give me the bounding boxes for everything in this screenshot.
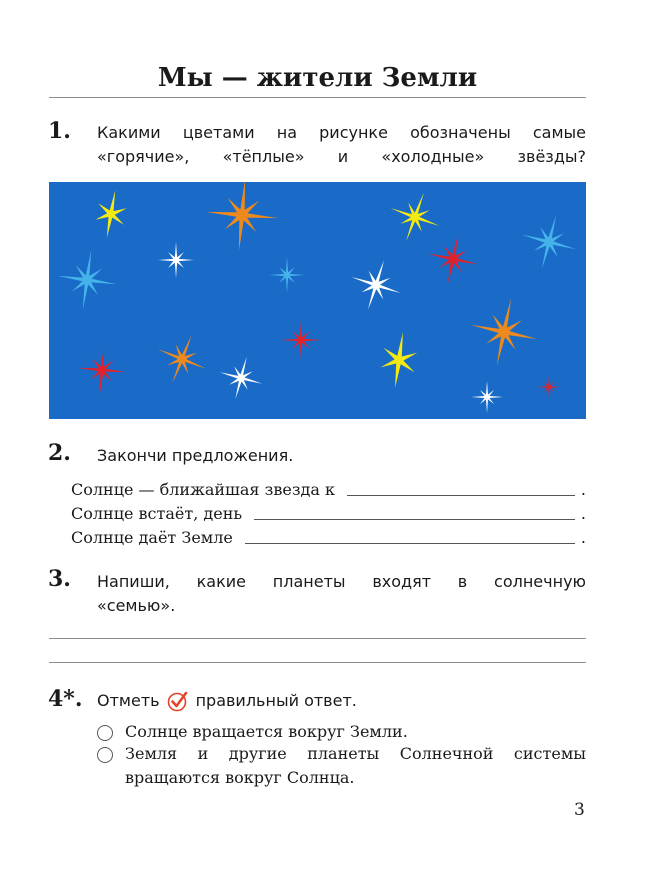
radio-circle-1[interactable] bbox=[97, 725, 113, 741]
sentence-3-period: . bbox=[580, 528, 586, 547]
option-2-line-2: вращаются вокруг Солнца. bbox=[125, 768, 355, 787]
question-2-number: 2. bbox=[48, 440, 71, 466]
sentence-3-text: Солнце даёт Земле bbox=[71, 528, 233, 547]
night-sky-background bbox=[49, 182, 586, 419]
question-4-prompt bbox=[97, 689, 357, 713]
sentence-2-text: Солнце встаёт, день bbox=[71, 504, 243, 523]
option-1-text bbox=[125, 720, 408, 744]
question-3-line-2: «семью». bbox=[97, 596, 176, 615]
answer-line-3[interactable] bbox=[245, 542, 575, 544]
title-divider bbox=[49, 97, 586, 98]
answer-line-2[interactable] bbox=[254, 518, 575, 520]
answer-line-1[interactable] bbox=[347, 494, 575, 496]
question-1-number: 1. bbox=[48, 118, 71, 144]
option-2-line-1: Земля и другие планеты Солнечной системы bbox=[125, 744, 586, 763]
question-3-number: 3. bbox=[48, 566, 71, 592]
question-3-text bbox=[97, 570, 586, 618]
answer-option-1[interactable] bbox=[97, 720, 408, 744]
question-1-line-1: Какими цветами на рисунке обозначены самые bbox=[97, 123, 586, 142]
question-4-prompt-start: Отметь bbox=[97, 691, 160, 710]
question-1-text bbox=[97, 121, 586, 169]
writing-line-1[interactable] bbox=[49, 638, 586, 639]
question-3-line-1: Напиши, какие планеты входят в солнечную bbox=[97, 572, 586, 591]
writing-line-2[interactable] bbox=[49, 662, 586, 663]
option-1-line-1: Солнце вращается вокруг Земли. bbox=[125, 722, 408, 741]
question-4-prompt-end: правильный ответ. bbox=[195, 691, 357, 710]
sentence-1-text: Солнце — ближайшая звезда к bbox=[71, 480, 336, 499]
stars-illustration bbox=[49, 182, 586, 419]
question-1-line-2: «горячие», «тёплые» и «холодные» звёзды? bbox=[97, 147, 586, 166]
page-number: 3 bbox=[574, 800, 585, 820]
question-2-prompt: Закончи предложения. bbox=[97, 446, 294, 465]
question-4-number: 4*. bbox=[48, 686, 83, 712]
option-2-text bbox=[125, 742, 586, 790]
sentence-1-period: . bbox=[580, 480, 586, 499]
sentence-row-3 bbox=[71, 526, 586, 550]
radio-circle-2[interactable] bbox=[97, 747, 113, 763]
answer-option-2[interactable] bbox=[97, 742, 586, 790]
checkmark-icon bbox=[166, 689, 190, 713]
sentence-2-period: . bbox=[580, 504, 586, 523]
page-title: Мы — жители Земли bbox=[157, 63, 478, 93]
sentence-row-1 bbox=[71, 478, 586, 502]
sentence-row-2 bbox=[71, 502, 586, 526]
